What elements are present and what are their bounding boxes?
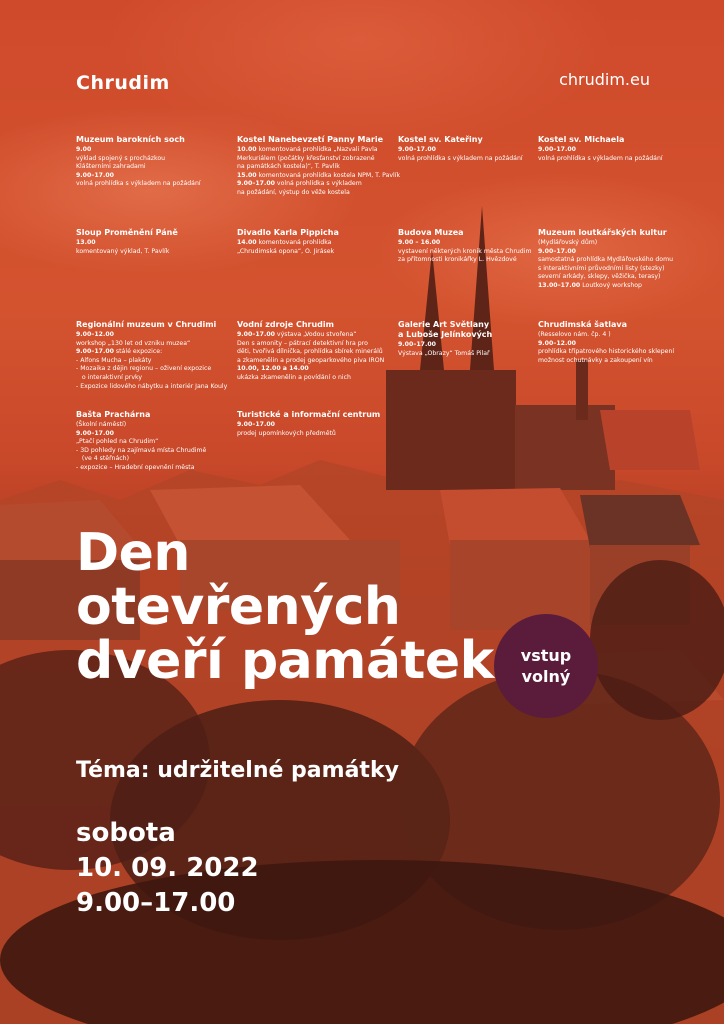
website-url[interactable]: chrudim.eu: [559, 70, 650, 89]
venue-program-line: [76, 155, 226, 164]
program-text: Výstava „Obrazy“ Tomáš Pilař: [398, 349, 490, 357]
program-text: komentovaná prohlídka: [256, 239, 332, 246]
program-text: komentovaná prohlídka „Nazvali Pavla: [256, 146, 378, 153]
venue-name: Turistické a informační centrum: [237, 410, 381, 419]
program-text: - Mozaika z dějin regionu – oživení expozice: [76, 365, 212, 373]
program-time: 9.00–17.00: [76, 171, 114, 179]
venue-program-line: [398, 350, 548, 359]
venue-program-line: [76, 340, 226, 349]
venue-name: Vodní zdroje Chrudim: [237, 320, 334, 329]
headline-line: Den: [76, 523, 190, 583]
program-time: 9.00–17.00: [237, 180, 275, 188]
program-time: 9.00–17.00: [398, 146, 436, 153]
program-text: volná prohlídka s výkladem na požádání: [538, 154, 663, 162]
program-time: 9.00–12.00: [538, 339, 576, 347]
venue-program-line: [538, 155, 688, 164]
program-time: 13.00–17.00: [538, 281, 581, 289]
venue-name: Budova Muzea: [398, 228, 464, 237]
event-theme: Téma: udržitelné památky: [76, 758, 399, 783]
program-time: 9.00 – 16.00: [398, 239, 441, 246]
venue-program-line: [76, 331, 226, 340]
venue-program-line: [237, 374, 387, 383]
event-day: sobota: [76, 818, 176, 848]
venue-program-line: [538, 348, 688, 357]
venue-name: Kostel sv. Michaela: [538, 135, 625, 144]
program-text: Merkuriálem (počátky křesťanství zobrazené: [237, 154, 375, 162]
venue-program-line: [538, 146, 688, 155]
program-text: prohlídka třípatrového historického sklepení: [538, 348, 675, 356]
venue-program-line: [538, 239, 688, 248]
program-time: 9.00–17.00: [398, 341, 436, 348]
program-text: prodej upomínkových předmětů: [237, 429, 336, 437]
venue-block: [538, 135, 688, 163]
venue-block: [398, 320, 548, 358]
program-text: děti, tvořivá dílnička, prohlídka sbírek minerálů: [237, 348, 383, 356]
venue-block: [237, 228, 387, 256]
program-text: výklad spojený s procházkou: [76, 154, 166, 162]
program-text: (Školní náměstí): [76, 421, 127, 428]
program-text: - Alfons Mucha – plakáty: [76, 356, 152, 364]
program-text: stálé expozice:: [113, 348, 163, 356]
venue-program-line: [398, 341, 548, 350]
program-time: 9.00–17.00: [538, 247, 576, 255]
program-text: - Expozice lidového nábytku a interiér Jana Kouly: [76, 382, 228, 390]
venue-name: Sloup Proměnění Páně: [76, 228, 178, 237]
program-time: 13.00: [76, 239, 96, 246]
venue-program-line: [76, 180, 226, 189]
venue-name: Chrudimská šatlava: [538, 320, 628, 329]
program-text: s interaktivními průvodními listy (stezky): [538, 264, 665, 272]
badge-line: volný: [521, 667, 571, 686]
program-text: volná prohlídka s výkladem na požádání: [398, 154, 523, 162]
program-time: 9.00–17.00: [237, 331, 275, 338]
venue-program-line: [76, 239, 226, 248]
headline-line: dveří památek: [76, 631, 494, 691]
venue-program-line: [398, 146, 548, 155]
program-time: 10.00: [237, 146, 257, 153]
venue-program-line: [538, 331, 688, 340]
venue-program-line: [76, 374, 226, 383]
program-time: 15.00: [237, 171, 257, 179]
venue-program-line: [76, 455, 226, 464]
program-time: 9.00–12.00: [76, 331, 114, 338]
program-text: ukázka zkamenělin a povídání o nich: [237, 373, 351, 381]
program-text: volná prohlídka s výkladem: [274, 180, 362, 188]
venue-program-line: [237, 180, 387, 189]
venue-block: [398, 135, 548, 163]
program-text: na památkách kostela)“, T. Pavlík: [237, 163, 340, 171]
program-time: 9.00–17.00: [538, 146, 576, 153]
venue-name: Divadlo Karla Pippicha: [237, 228, 339, 237]
venue-program-line: [538, 282, 688, 291]
venue-program-line: [237, 155, 387, 164]
venue-program-line: [398, 239, 548, 248]
venue-program-line: [76, 464, 226, 473]
venue-name: Bašta Prachárna: [76, 410, 151, 419]
venue-program-line: [538, 340, 688, 349]
event-date: [76, 816, 259, 921]
venue-program-line: [76, 248, 226, 257]
program-text: severní arkády, sklepy, věžička, terasy): [538, 273, 661, 281]
program-text: „Chrudimská opona“, O. Jirásek: [237, 247, 335, 255]
program-text: samostatná prohlídka Mydlářovského domu: [538, 256, 674, 264]
event-headline: [76, 523, 494, 691]
program-time: 14.00: [237, 239, 257, 246]
venue-program-line: [237, 357, 387, 366]
venue-block: [237, 320, 387, 383]
venue-program-line: [76, 383, 226, 392]
venue-program-line: [76, 438, 226, 447]
venue-block: [76, 135, 226, 189]
venue-program-line: [237, 163, 387, 172]
program-text: o interaktivní prvky: [76, 373, 143, 381]
venue-block: [398, 228, 548, 265]
venue-program-line: [237, 421, 387, 430]
program-text: workshop „130 let od vzniku muzea“: [76, 339, 191, 347]
program-text: možnost ochutnávky a zakoupení vín: [538, 356, 653, 364]
venue-program-line: [76, 146, 226, 155]
venue-program-line: [538, 273, 688, 282]
venue-block: [237, 410, 387, 438]
venue-block: [76, 228, 226, 256]
venue-program-line: [237, 331, 387, 340]
event-date-value: 10. 09. 2022: [76, 853, 259, 883]
venue-program-line: [398, 248, 548, 257]
program-text: a zkamenělin a prodej geoparkového piva IRON: [237, 356, 385, 364]
program-text: - expozice – Hradební opevnění města: [76, 463, 195, 471]
venue-block: [76, 320, 226, 391]
headline-line: otevřených: [76, 577, 401, 637]
program-text: volná prohlídka s výkladem na požádání: [76, 180, 201, 188]
venue-name: Muzeum loutkářských kultur: [538, 228, 667, 237]
venue-program-line: [76, 430, 226, 439]
venue-program-line: [76, 421, 226, 430]
program-time: 9.00–17.00: [237, 421, 275, 428]
venue-block: [76, 410, 226, 473]
program-text: na požádání, výstup do věže kostela: [237, 188, 350, 196]
program-text: výstava „Vodou stvořena“: [274, 331, 357, 338]
venue-program-line: [237, 348, 387, 357]
venue-program-line: [76, 365, 226, 374]
venue-name: Galerie Art Světlany a Luboše Jelínkových: [398, 320, 493, 339]
free-entry-badge: [494, 614, 598, 718]
venue-program-line: [398, 256, 548, 265]
venue-program-line: [237, 340, 387, 349]
venue-block: [237, 135, 401, 198]
program-time: 9.00–17.00: [76, 348, 114, 356]
program-text: (Mydlářovský dům): [538, 239, 598, 246]
program-time: 9.00–17.00: [76, 429, 114, 437]
venue-block: [538, 228, 688, 291]
venue-program-line: [237, 239, 387, 248]
badge-line: vstup: [520, 646, 572, 665]
venue-program-line: [237, 189, 387, 198]
program-text: (Resselovo nám. čp. 4 ): [538, 331, 611, 338]
venue-program-line: [237, 430, 387, 439]
venue-program-line: [237, 248, 387, 257]
venue-program-line: [76, 163, 226, 172]
program-time: 10.00, 12.00 a 14.00: [237, 365, 309, 373]
program-text: - 3D pohledy na zajímavá místa Chrudimě: [76, 446, 207, 454]
venue-name: Kostel Nanebevzetí Panny Marie: [237, 135, 384, 144]
program-text: vystavení některých kronik města Chrudim: [398, 247, 532, 255]
venue-program-line: [398, 155, 548, 164]
venue-program-line: [237, 146, 387, 155]
chrudim-logo: Chrudim: [76, 72, 170, 94]
program-text: „Ptačí pohled na Chrudim“: [76, 438, 159, 446]
venue-block: [538, 320, 688, 365]
venue-name: Muzeum barokních soch: [76, 135, 185, 144]
program-text: komentovaný výklad, T. Pavlík: [76, 247, 170, 255]
program-text: Loutkový workshop: [580, 281, 642, 289]
venue-name: Kostel sv. Kateřiny: [398, 135, 483, 144]
venue-program-line: [538, 248, 688, 257]
program-text: Klášterními zahradami: [76, 163, 146, 171]
venue-program-line: [538, 357, 688, 366]
venue-program-line: [237, 365, 387, 374]
program-text: komentovaná prohlídka kostela NPM, T. Pavlík: [256, 171, 401, 179]
venue-name: Regionální muzeum v Chrudimi: [76, 320, 217, 329]
venue-program-line: [538, 256, 688, 265]
program-text: (ve 4 stěřnách): [76, 455, 129, 463]
venue-program-line: [76, 348, 226, 357]
program-time: 9.00: [76, 146, 92, 153]
program-text: Den s amonity – pátrací detektivní hra pro: [237, 339, 368, 347]
event-hours: 9.00–17.00: [76, 888, 236, 918]
program-text: za přítomnosti kronikářky L. Hvězdové: [398, 256, 517, 264]
